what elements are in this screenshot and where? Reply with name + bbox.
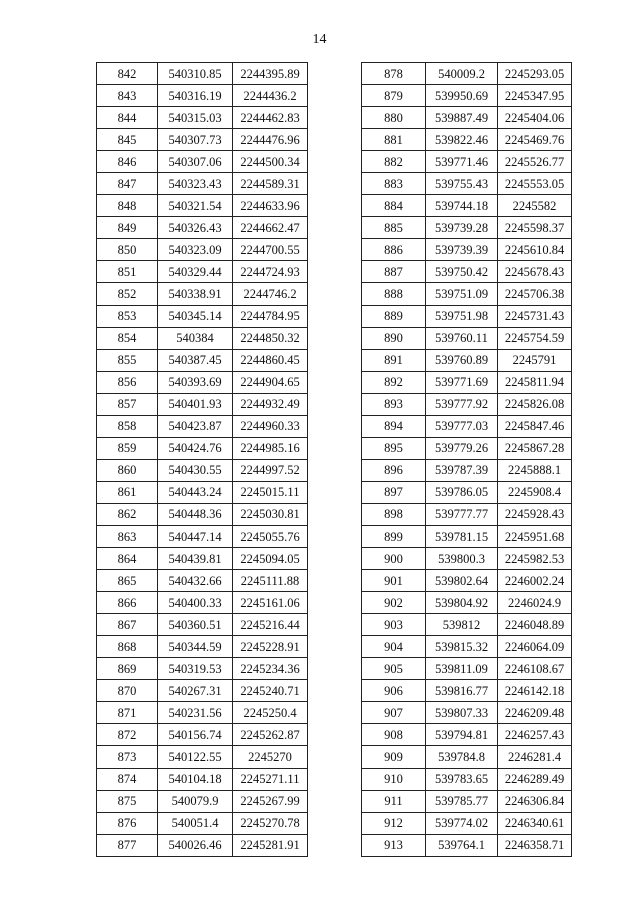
y-coordinate-cell: 2246281.4 xyxy=(498,746,572,768)
point-number-cell: 905 xyxy=(362,658,426,680)
x-coordinate-cell: 539739.28 xyxy=(426,217,498,239)
table-row xyxy=(362,768,572,790)
point-number-cell: 881 xyxy=(362,129,426,151)
table-row xyxy=(362,151,572,173)
point-number-cell: 903 xyxy=(362,614,426,636)
table-row xyxy=(97,437,308,459)
y-coordinate-cell: 2246142.18 xyxy=(498,680,572,702)
point-number-cell: 867 xyxy=(97,614,158,636)
x-coordinate-cell: 539771.46 xyxy=(426,151,498,173)
table-row xyxy=(97,459,308,481)
point-number-cell: 853 xyxy=(97,305,158,327)
x-coordinate-cell: 539800.3 xyxy=(426,548,498,570)
point-number-cell: 849 xyxy=(97,217,158,239)
y-coordinate-cell: 2245811.94 xyxy=(498,371,572,393)
y-coordinate-cell: 2246024.9 xyxy=(498,592,572,614)
y-coordinate-cell: 2246358.71 xyxy=(498,834,572,856)
y-coordinate-cell: 2245262.87 xyxy=(233,724,308,746)
y-coordinate-cell: 2245928.43 xyxy=(498,503,572,525)
y-coordinate-cell: 2244462.83 xyxy=(233,107,308,129)
x-coordinate-cell: 540338.91 xyxy=(158,283,233,305)
y-coordinate-cell: 2244784.95 xyxy=(233,305,308,327)
y-coordinate-cell: 2245271.11 xyxy=(233,768,308,790)
y-coordinate-cell: 2244436.2 xyxy=(233,85,308,107)
x-coordinate-cell: 539785.77 xyxy=(426,790,498,812)
point-number-cell: 883 xyxy=(362,173,426,195)
x-coordinate-cell: 539804.92 xyxy=(426,592,498,614)
x-coordinate-cell: 540430.55 xyxy=(158,459,233,481)
table-row xyxy=(97,195,308,217)
table-row xyxy=(362,592,572,614)
table-row xyxy=(97,151,308,173)
point-number-cell: 851 xyxy=(97,261,158,283)
table-row xyxy=(362,195,572,217)
point-number-cell: 902 xyxy=(362,592,426,614)
x-coordinate-cell: 540026.46 xyxy=(158,834,233,856)
y-coordinate-cell: 2245111.88 xyxy=(233,570,308,592)
x-coordinate-cell: 539739.39 xyxy=(426,239,498,261)
x-coordinate-cell: 539887.49 xyxy=(426,107,498,129)
x-coordinate-cell: 539774.02 xyxy=(426,812,498,834)
x-coordinate-cell: 539783.65 xyxy=(426,768,498,790)
y-coordinate-cell: 2246209.48 xyxy=(498,702,572,724)
point-number-cell: 911 xyxy=(362,790,426,812)
table-row xyxy=(97,129,308,151)
point-number-cell: 869 xyxy=(97,658,158,680)
table-row xyxy=(362,459,572,481)
point-number-cell: 861 xyxy=(97,481,158,503)
point-number-cell: 873 xyxy=(97,746,158,768)
y-coordinate-cell: 2244932.49 xyxy=(233,393,308,415)
point-number-cell: 898 xyxy=(362,503,426,525)
point-number-cell: 892 xyxy=(362,371,426,393)
x-coordinate-cell: 540315.03 xyxy=(158,107,233,129)
table-row xyxy=(362,614,572,636)
table-row xyxy=(97,746,308,768)
y-coordinate-cell: 2244633.96 xyxy=(233,195,308,217)
x-coordinate-cell: 539816.77 xyxy=(426,680,498,702)
point-number-cell: 877 xyxy=(97,834,158,856)
table-row xyxy=(362,724,572,746)
point-number-cell: 858 xyxy=(97,415,158,437)
y-coordinate-cell: 2246064.09 xyxy=(498,636,572,658)
table-row xyxy=(362,746,572,768)
y-coordinate-cell: 2244662.47 xyxy=(233,217,308,239)
table-row xyxy=(97,636,308,658)
y-coordinate-cell: 2244997.52 xyxy=(233,459,308,481)
x-coordinate-cell: 540316.19 xyxy=(158,85,233,107)
y-coordinate-cell: 2245791 xyxy=(498,349,572,371)
x-coordinate-cell: 539807.33 xyxy=(426,702,498,724)
point-number-cell: 875 xyxy=(97,790,158,812)
point-number-cell: 891 xyxy=(362,349,426,371)
point-number-cell: 910 xyxy=(362,768,426,790)
point-number-cell: 842 xyxy=(97,63,158,85)
table-row xyxy=(362,415,572,437)
y-coordinate-cell: 2245888.1 xyxy=(498,459,572,481)
point-number-cell: 909 xyxy=(362,746,426,768)
point-number-cell: 895 xyxy=(362,437,426,459)
table-row xyxy=(362,63,572,85)
x-coordinate-cell: 540319.53 xyxy=(158,658,233,680)
y-coordinate-cell: 2244700.55 xyxy=(233,239,308,261)
point-number-cell: 870 xyxy=(97,680,158,702)
table-row xyxy=(362,349,572,371)
table-row xyxy=(362,680,572,702)
y-coordinate-cell: 2245908.4 xyxy=(498,481,572,503)
x-coordinate-cell: 539787.39 xyxy=(426,459,498,481)
y-coordinate-cell: 2245526.77 xyxy=(498,151,572,173)
table-row xyxy=(97,503,308,525)
y-coordinate-cell: 2245754.59 xyxy=(498,327,572,349)
y-coordinate-cell: 2245250.4 xyxy=(233,702,308,724)
y-coordinate-cell: 2244589.31 xyxy=(233,173,308,195)
y-coordinate-cell: 2246002.24 xyxy=(498,570,572,592)
y-coordinate-cell: 2245582 xyxy=(498,195,572,217)
point-number-cell: 894 xyxy=(362,415,426,437)
table-row xyxy=(362,658,572,680)
x-coordinate-cell: 540051.4 xyxy=(158,812,233,834)
x-coordinate-cell: 539815.32 xyxy=(426,636,498,658)
y-coordinate-cell: 2245094.05 xyxy=(233,548,308,570)
point-number-cell: 862 xyxy=(97,503,158,525)
y-coordinate-cell: 2245982.53 xyxy=(498,548,572,570)
y-coordinate-cell: 2245267.99 xyxy=(233,790,308,812)
x-coordinate-cell: 540432.66 xyxy=(158,570,233,592)
point-number-cell: 856 xyxy=(97,371,158,393)
x-coordinate-cell: 540122.55 xyxy=(158,746,233,768)
table-row xyxy=(97,63,308,85)
table-row xyxy=(97,658,308,680)
y-coordinate-cell: 2246289.49 xyxy=(498,768,572,790)
y-coordinate-cell: 2245293.05 xyxy=(498,63,572,85)
y-coordinate-cell: 2245731.43 xyxy=(498,305,572,327)
point-number-cell: 850 xyxy=(97,239,158,261)
y-coordinate-cell: 2244860.45 xyxy=(233,349,308,371)
x-coordinate-cell: 540448.36 xyxy=(158,503,233,525)
point-number-cell: 844 xyxy=(97,107,158,129)
page-number: 14 xyxy=(312,32,327,47)
point-number-cell: 885 xyxy=(362,217,426,239)
x-coordinate-cell: 540231.56 xyxy=(158,702,233,724)
point-number-cell: 843 xyxy=(97,85,158,107)
table-row xyxy=(97,525,308,547)
table-row xyxy=(97,305,308,327)
table-row xyxy=(362,239,572,261)
table-row xyxy=(362,548,572,570)
table-row xyxy=(362,129,572,151)
y-coordinate-cell: 2245240.71 xyxy=(233,680,308,702)
point-number-cell: 854 xyxy=(97,327,158,349)
x-coordinate-cell: 540447.14 xyxy=(158,525,233,547)
table-row xyxy=(97,393,308,415)
x-coordinate-cell: 539744.18 xyxy=(426,195,498,217)
table-row xyxy=(362,812,572,834)
point-number-cell: 896 xyxy=(362,459,426,481)
x-coordinate-cell: 539751.09 xyxy=(426,283,498,305)
table-row xyxy=(362,107,572,129)
x-coordinate-cell: 539751.98 xyxy=(426,305,498,327)
x-coordinate-cell: 539811.09 xyxy=(426,658,498,680)
x-coordinate-cell: 540307.73 xyxy=(158,129,233,151)
table-row xyxy=(97,614,308,636)
table-row xyxy=(97,768,308,790)
point-number-cell: 847 xyxy=(97,173,158,195)
point-number-cell: 900 xyxy=(362,548,426,570)
x-coordinate-cell: 539781.15 xyxy=(426,525,498,547)
x-coordinate-cell: 540310.85 xyxy=(158,63,233,85)
table-row xyxy=(362,503,572,525)
x-coordinate-cell: 539950.69 xyxy=(426,85,498,107)
point-number-cell: 859 xyxy=(97,437,158,459)
table-row xyxy=(362,481,572,503)
point-number-cell: 857 xyxy=(97,393,158,415)
point-number-cell: 845 xyxy=(97,129,158,151)
point-number-cell: 871 xyxy=(97,702,158,724)
table-row xyxy=(97,702,308,724)
table-row xyxy=(97,173,308,195)
table-row xyxy=(97,570,308,592)
x-coordinate-cell: 540267.31 xyxy=(158,680,233,702)
y-coordinate-cell: 2245847.46 xyxy=(498,415,572,437)
x-coordinate-cell: 540384 xyxy=(158,327,233,349)
y-coordinate-cell: 2245161.06 xyxy=(233,592,308,614)
y-coordinate-cell: 2246306.84 xyxy=(498,790,572,812)
point-number-cell: 864 xyxy=(97,548,158,570)
table-row xyxy=(362,525,572,547)
y-coordinate-cell: 2244850.32 xyxy=(233,327,308,349)
x-coordinate-cell: 540344.59 xyxy=(158,636,233,658)
y-coordinate-cell: 2246340.61 xyxy=(498,812,572,834)
table-row xyxy=(97,415,308,437)
y-coordinate-cell: 2245015.11 xyxy=(233,481,308,503)
table-row xyxy=(97,327,308,349)
table-row xyxy=(362,327,572,349)
point-number-cell: 906 xyxy=(362,680,426,702)
point-number-cell: 907 xyxy=(362,702,426,724)
x-coordinate-cell: 540323.43 xyxy=(158,173,233,195)
y-coordinate-cell: 2244395.89 xyxy=(233,63,308,85)
y-coordinate-cell: 2244500.34 xyxy=(233,151,308,173)
x-coordinate-cell: 540104.18 xyxy=(158,768,233,790)
y-coordinate-cell: 2245678.43 xyxy=(498,261,572,283)
x-coordinate-cell: 539760.11 xyxy=(426,327,498,349)
table-row xyxy=(97,283,308,305)
x-coordinate-cell: 539822.46 xyxy=(426,129,498,151)
table-row xyxy=(97,548,308,570)
point-number-cell: 913 xyxy=(362,834,426,856)
point-number-cell: 874 xyxy=(97,768,158,790)
table-row xyxy=(97,790,308,812)
x-coordinate-cell: 540400.33 xyxy=(158,592,233,614)
x-coordinate-cell: 540009.2 xyxy=(426,63,498,85)
table-row xyxy=(362,283,572,305)
y-coordinate-cell: 2245469.76 xyxy=(498,129,572,151)
x-coordinate-cell: 540329.44 xyxy=(158,261,233,283)
y-coordinate-cell: 2245867.28 xyxy=(498,437,572,459)
x-coordinate-cell: 539777.03 xyxy=(426,415,498,437)
y-coordinate-cell: 2245706.38 xyxy=(498,283,572,305)
table-row xyxy=(362,217,572,239)
point-number-cell: 899 xyxy=(362,525,426,547)
y-coordinate-cell: 2245270.78 xyxy=(233,812,308,834)
y-coordinate-cell: 2244724.93 xyxy=(233,261,308,283)
x-coordinate-cell: 540307.06 xyxy=(158,151,233,173)
point-number-cell: 897 xyxy=(362,481,426,503)
table-row xyxy=(362,702,572,724)
point-number-cell: 865 xyxy=(97,570,158,592)
x-coordinate-cell: 539786.05 xyxy=(426,481,498,503)
point-number-cell: 888 xyxy=(362,283,426,305)
y-coordinate-cell: 2245055.76 xyxy=(233,525,308,547)
y-coordinate-cell: 2245826.08 xyxy=(498,393,572,415)
y-coordinate-cell: 2244960.33 xyxy=(233,415,308,437)
point-number-cell: 863 xyxy=(97,525,158,547)
table-row xyxy=(97,592,308,614)
x-coordinate-cell: 540424.76 xyxy=(158,437,233,459)
point-number-cell: 889 xyxy=(362,305,426,327)
x-coordinate-cell: 539802.64 xyxy=(426,570,498,592)
table-row xyxy=(362,305,572,327)
x-coordinate-cell: 540156.74 xyxy=(158,724,233,746)
x-coordinate-cell: 540321.54 xyxy=(158,195,233,217)
point-number-cell: 887 xyxy=(362,261,426,283)
point-number-cell: 866 xyxy=(97,592,158,614)
point-number-cell: 912 xyxy=(362,812,426,834)
y-coordinate-cell: 2245228.91 xyxy=(233,636,308,658)
point-number-cell: 890 xyxy=(362,327,426,349)
table-row xyxy=(97,239,308,261)
table-row xyxy=(97,812,308,834)
coordinates-table-right xyxy=(361,62,572,857)
table-row xyxy=(97,680,308,702)
table-row xyxy=(362,570,572,592)
table-row xyxy=(97,724,308,746)
table-row xyxy=(362,437,572,459)
y-coordinate-cell: 2245404.06 xyxy=(498,107,572,129)
x-coordinate-cell: 539755.43 xyxy=(426,173,498,195)
table-row xyxy=(362,636,572,658)
table-row xyxy=(97,261,308,283)
x-coordinate-cell: 540439.81 xyxy=(158,548,233,570)
x-coordinate-cell: 539779.26 xyxy=(426,437,498,459)
table-row xyxy=(362,393,572,415)
table-row xyxy=(362,261,572,283)
x-coordinate-cell: 540360.51 xyxy=(158,614,233,636)
point-number-cell: 901 xyxy=(362,570,426,592)
x-coordinate-cell: 539794.81 xyxy=(426,724,498,746)
point-number-cell: 886 xyxy=(362,239,426,261)
x-coordinate-cell: 539777.77 xyxy=(426,503,498,525)
point-number-cell: 846 xyxy=(97,151,158,173)
table-row xyxy=(97,107,308,129)
table-row xyxy=(362,790,572,812)
point-number-cell: 876 xyxy=(97,812,158,834)
y-coordinate-cell: 2245610.84 xyxy=(498,239,572,261)
point-number-cell: 893 xyxy=(362,393,426,415)
table-row xyxy=(97,834,308,856)
x-coordinate-cell: 539760.89 xyxy=(426,349,498,371)
x-coordinate-cell: 540443.24 xyxy=(158,481,233,503)
table-row xyxy=(362,834,572,856)
table-row xyxy=(362,371,572,393)
y-coordinate-cell: 2244904.65 xyxy=(233,371,308,393)
table-row xyxy=(97,349,308,371)
y-coordinate-cell: 2245553.05 xyxy=(498,173,572,195)
table-row xyxy=(97,371,308,393)
y-coordinate-cell: 2246108.67 xyxy=(498,658,572,680)
table-row xyxy=(362,85,572,107)
point-number-cell: 904 xyxy=(362,636,426,658)
table-row xyxy=(97,85,308,107)
x-coordinate-cell: 540387.45 xyxy=(158,349,233,371)
y-coordinate-cell: 2245598.37 xyxy=(498,217,572,239)
point-number-cell: 878 xyxy=(362,63,426,85)
point-number-cell: 872 xyxy=(97,724,158,746)
point-number-cell: 868 xyxy=(97,636,158,658)
y-coordinate-cell: 2244746.2 xyxy=(233,283,308,305)
x-coordinate-cell: 540401.93 xyxy=(158,393,233,415)
x-coordinate-cell: 539764.1 xyxy=(426,834,498,856)
y-coordinate-cell: 2245281.91 xyxy=(233,834,308,856)
x-coordinate-cell: 540326.43 xyxy=(158,217,233,239)
coordinates-table-left xyxy=(96,62,308,857)
y-coordinate-cell: 2246257.43 xyxy=(498,724,572,746)
x-coordinate-cell: 540323.09 xyxy=(158,239,233,261)
table-row xyxy=(97,481,308,503)
y-coordinate-cell: 2245030.81 xyxy=(233,503,308,525)
y-coordinate-cell: 2245234.36 xyxy=(233,658,308,680)
x-coordinate-cell: 540393.69 xyxy=(158,371,233,393)
point-number-cell: 882 xyxy=(362,151,426,173)
y-coordinate-cell: 2244985.16 xyxy=(233,437,308,459)
y-coordinate-cell: 2245951.68 xyxy=(498,525,572,547)
y-coordinate-cell: 2245270 xyxy=(233,746,308,768)
y-coordinate-cell: 2245347.95 xyxy=(498,85,572,107)
x-coordinate-cell: 540079.9 xyxy=(158,790,233,812)
point-number-cell: 852 xyxy=(97,283,158,305)
x-coordinate-cell: 540423.87 xyxy=(158,415,233,437)
x-coordinate-cell: 539784.8 xyxy=(426,746,498,768)
point-number-cell: 860 xyxy=(97,459,158,481)
x-coordinate-cell: 539771.69 xyxy=(426,371,498,393)
point-number-cell: 848 xyxy=(97,195,158,217)
x-coordinate-cell: 539777.92 xyxy=(426,393,498,415)
table-row xyxy=(97,217,308,239)
point-number-cell: 855 xyxy=(97,349,158,371)
point-number-cell: 880 xyxy=(362,107,426,129)
y-coordinate-cell: 2245216.44 xyxy=(233,614,308,636)
point-number-cell: 879 xyxy=(362,85,426,107)
x-coordinate-cell: 540345.14 xyxy=(158,305,233,327)
x-coordinate-cell: 539750.42 xyxy=(426,261,498,283)
y-coordinate-cell: 2246048.89 xyxy=(498,614,572,636)
point-number-cell: 884 xyxy=(362,195,426,217)
table-row xyxy=(362,173,572,195)
y-coordinate-cell: 2244476.96 xyxy=(233,129,308,151)
point-number-cell: 908 xyxy=(362,724,426,746)
x-coordinate-cell: 539812 xyxy=(426,614,498,636)
